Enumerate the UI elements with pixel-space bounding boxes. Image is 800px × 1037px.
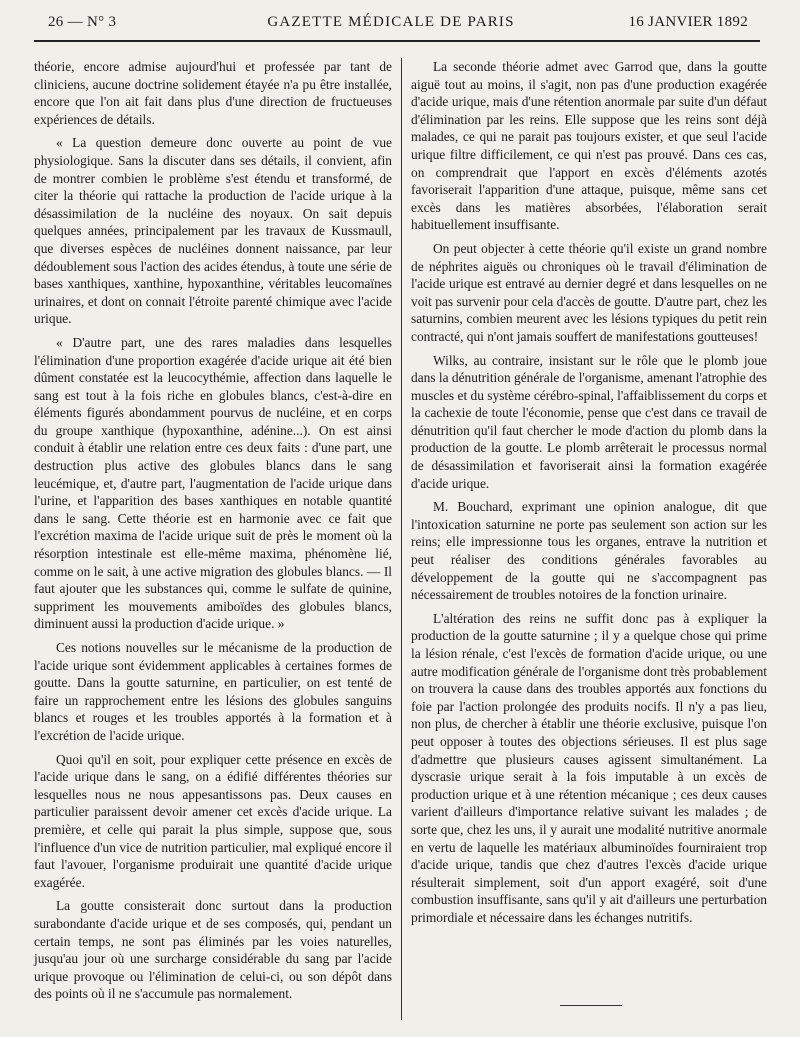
paragraph: L'altération des reins ne suffit donc pas à expliquer la production de la goutte saturnine ; il y a quelque chose qui prime la lésion rénale, c'est l'excès de formation d'acide urique, ou une autre modification générale de l'organisme dont très probablement on trouvera la cause dans des troubles apportés aux fonctions du foie par l'action prolongée des produits nocifs. Il n'y a pas lieu, non plus, de chercher à établir une théorie exclusive, puisque l'on peut opposer à toutes des objections sérieuses. Il est plus sage d'admettre que plusieurs causes agissent simultanément. La dyscrasie urique serait à la fois imputable à un excès de production urique et à une rétention mécanique ; ces deux causes varient d'ailleurs d'importance relative suivant les malades ; de sorte que, chez les uns, il y aurait une modalité nutritive anormale en vertu de laquelle les matériaux albuminoïdes fourniraient trop d'acide urique, tandis que chez d'autres l'excès d'acide urique résulterait simplement, soit d'un apport exagéré, soit d'une combustion insuffisante, sans qu'il y ait d'ailleurs une perturbation primordiale et nécessaire dans les échanges nutritifs. — [411, 610, 767, 925]
header-rule — [34, 40, 760, 42]
issue-date: 16 JANVIER 1892 — [628, 14, 748, 30]
paragraph: Ces notions nouvelles sur le mécanisme de la production de l'acide urique sont évidemment applicables à certaines formes de goutte. Dans la goutte saturnine, en particulier, on est tenté de faire un rapprochement entre les lésions des globules sanguins blancs et rouges et les troubles apportés à la formation et à l'excrétion de l'acide urique. — [34, 640, 392, 743]
paragraph: « D'autre part, une des rares maladies dans lesquelles l'élimination d'une proportion exagérée d'acide urique ait été bien dûment constatée est la leucocythémie, affection dans laquelle le sang est tout à la fois riche en globules blancs, c'est-à-dire en éléments figurés abondamment pourvus de nucléine, et en corps du groupe xanthique (hypoxanthine, adénine...). On est ainsi conduit à établir une relation entre ces deux faits : d'une part, une destruction plus active des globules blancs dans le sang leucémique, et, d'autre part, l'augmentation de l'acide urique dans l'urine, et l'apparition des bases xanthiques en notable quantité dans le sang. Cette théorie est en harmonie avec ce fait que l'excrétion maxima de l'acide urique suit de près le moment où la résorption intestinale est elle-même maxima, phénomène lié, comme on le sait, à une active migration des globules blancs. — Il faut ajouter que les substances qui, comme le sulfate de quinine, suppriment les mouvements amiboïdes des globules blancs, diminuent aussi la production d'acide urique. » — [34, 334, 392, 632]
paragraph: Wilks, au contraire, insistant sur le rôle que le plomb joue dans la dénutrition générale de l'organisme, amenant l'atrophie des muscles et du système cérébro-spinal, l'affaiblissement du corps et la cachexie de toute l'économie, pense que c'est dans ce travail de dénutrition qu'il faut chercher le mode d'action du plomb dans la production de la goutte. Le plomb arrêterait le processus normal de désassimilation et favoriserait ainsi la formation exagérée d'acide urique. — [411, 352, 767, 491]
paragraph: « La question demeure donc ouverte au point de vue physiologique. Sans la discuter dans ses détails, il convient, afin de montrer combien le problème s'est étendu et transformé, de citer la théorie qui rattache la production de l'acide urique à la désassimilation de la nucléine des noyaux. On sait depuis quelques années, principalement par les travaux de Kussmaull, que diverses espèces de nucléines donnent naissance, par leur dédoublement sous l'action des acides étendus, à toute une série de bases xanthiques, xanthine, hypoxanthine, véritables leucomaïnes urinaires, et dont on connait l'étroite parenté chimique avec l'acide urique. — [34, 135, 392, 327]
paragraph: Quoi qu'il en soit, pour expliquer cette présence en excès de l'acide urique dans le sang, on a édifié différentes théories sur lesquelles nous ne nous appesantissons pas. Deux causes en particulier paraissent devoir amener cet excès d'acide urique. La première, et celle qui parait la plus simple, suppose que, sous l'influence d'un vice de nutrition particulier, mal expliqué encore il faut l'avouer, l'organisme produirait une quantité d'acide urique exagérée. — [34, 751, 392, 890]
paragraph: La goutte consisterait donc surtout dans la production surabondante d'acide urique et de ses composés, qui, pendant un certain temps, ne sont pas éliminés par les voies naturelles, jusqu'au jour où une surcharge considérable du sang par l'acide urique provoque ou l'élimination de celui-ci, ou son dépôt dans des points où il ne s'accumule pas normalement. — [34, 898, 392, 1002]
paragraph: La seconde théorie admet avec Garrod que, dans la goutte aiguë tout au moins, il s'agit, non pas d'une production exagérée d'acide urique, mais d'une rétention anormale par suite d'un défaut d'élimination par les reins. Elle suppose que les reins sont déjà malades, ce qui ne parait pas toujours exister, et que seul l'acide urique filtre difficilement, ce qui n'est pas prouvé. Dans ces cas, on comprendrait que l'apport en excès d'éléments azotés favoriserait l'apparition d'une attaque, puisque, même sans cet excès dans les matières absorbées, l'élaboration serait habituellement insuffisante. — [411, 59, 767, 233]
page-header — [34, 10, 748, 36]
paragraph: M. Bouchard, exprimant une opinion analogue, dit que l'intoxication saturnine ne porte pas seulement son action sur les reins; elle impressionne tous les organes, entrave la nutrition et peut réaliser des conditions générales favorables au développement de la goutte qui ne s'accompagnent pas nécessairement de troubles notoires de la fonction urinaire. — [411, 499, 767, 603]
paragraph: On peut objecter à cette théorie qu'il existe un grand nombre de néphrites aiguës ou chroniques où le travail d'élimination de l'acide urique est entravé au dernier degré et dans lesquelles on ne voit pas survenir pour cela d'accès de goutte. D'autre part, chez les saturnins, combien meurent avec les lésions typiques du petit rein contracté, qui n'ont jamais souffert de manifestations goutteuses! — [411, 240, 767, 344]
right-column — [411, 58, 767, 933]
column-divider — [401, 58, 402, 1020]
left-column — [34, 58, 392, 1009]
journal-title: GAZETTE MÉDICALE DE PARIS — [267, 14, 515, 30]
page-number: 26 — N° 3 — [48, 14, 117, 30]
paragraph: théorie, encore admise aujourd'hui et professée par tant de cliniciens, aucune doctrine solidement étayée n'a pu être installée, encore que l'on ait fait dans plus d'une direction de fructueuses expériences de détails. — [34, 59, 392, 127]
end-rule — [560, 1005, 622, 1006]
